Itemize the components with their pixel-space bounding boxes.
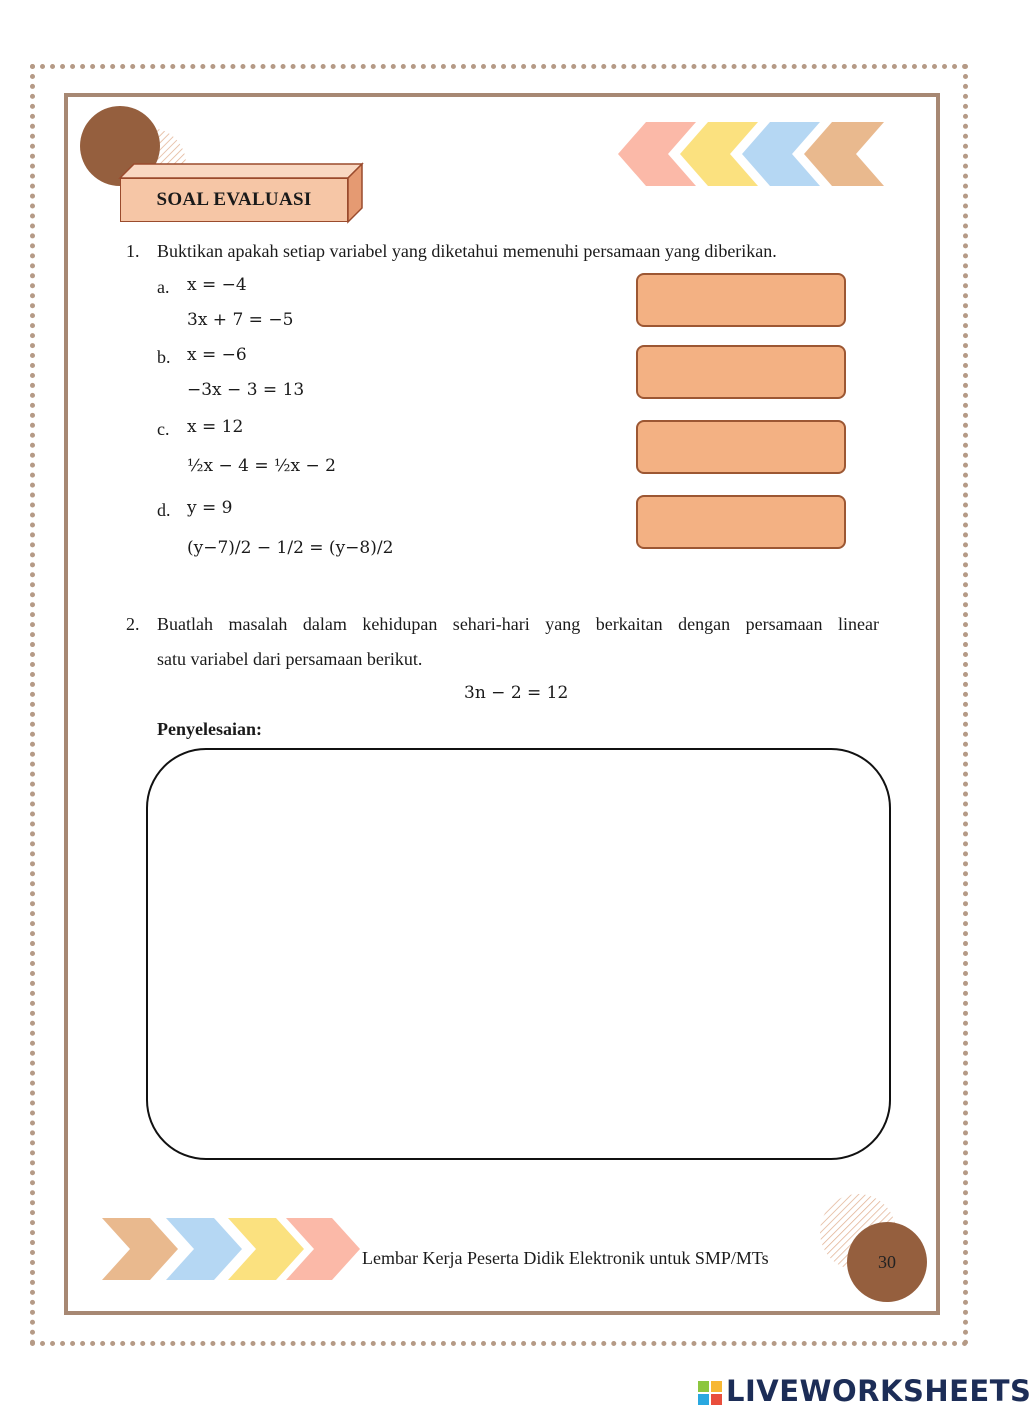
- answer-input-c[interactable]: [636, 420, 846, 474]
- answer-input-d[interactable]: [636, 495, 846, 549]
- item-b-label: b.: [157, 347, 171, 367]
- item-c-label: c.: [157, 419, 170, 439]
- item-a-equation: 3x + 7 = −5: [187, 310, 294, 330]
- answer-input-a[interactable]: [636, 273, 846, 327]
- item-b-equation: −3x − 3 = 13: [187, 380, 305, 400]
- item-c-given: x = 12: [187, 417, 244, 437]
- question-2-equation: 3n − 2 = 12: [464, 683, 569, 703]
- chevrons-decoration-top: [618, 120, 893, 190]
- answer-input-b[interactable]: [636, 345, 846, 399]
- liveworksheets-logo-icon: [698, 1381, 722, 1405]
- item-c-equation: ½x − 4 = ½x − 2: [187, 456, 336, 476]
- section-title: SOAL EVALUASI: [120, 178, 348, 222]
- item-d-equation: (y−7)/2 − 1/2 = (y−8)/2: [187, 538, 394, 558]
- item-a-label: a.: [157, 277, 170, 297]
- item-d-given: y = 9: [187, 498, 233, 518]
- question-1-text: Buktikan apakah setiap variabel yang diketahui memenuhi persamaan yang diberikan.: [157, 241, 777, 261]
- footer-text: Lembar Kerja Peserta Didik Elektronik untuk SMP/MTs: [362, 1248, 769, 1268]
- item-b-given: x = −6: [187, 345, 247, 365]
- question-2-line-1: Buatlah masalah dalam kehidupan sehari-hari yang berkaitan dengan persamaan linear: [157, 614, 879, 634]
- page-number: 30: [847, 1222, 927, 1302]
- title-box-3d-edge: [120, 162, 365, 224]
- item-d-label: d.: [157, 500, 171, 520]
- solution-label: Penyelesaian:: [157, 719, 262, 739]
- question-2-number: 2.: [126, 614, 140, 634]
- chevrons-decoration-bottom: [100, 1216, 362, 1284]
- solution-answer-area[interactable]: [146, 748, 891, 1160]
- brand-name[interactable]: LIVEWORKSHEETS: [726, 1374, 1031, 1408]
- item-a-given: x = −4: [187, 275, 247, 295]
- question-2-line-2: satu variabel dari persamaan berikut.: [157, 649, 423, 669]
- question-1-number: 1.: [126, 241, 140, 261]
